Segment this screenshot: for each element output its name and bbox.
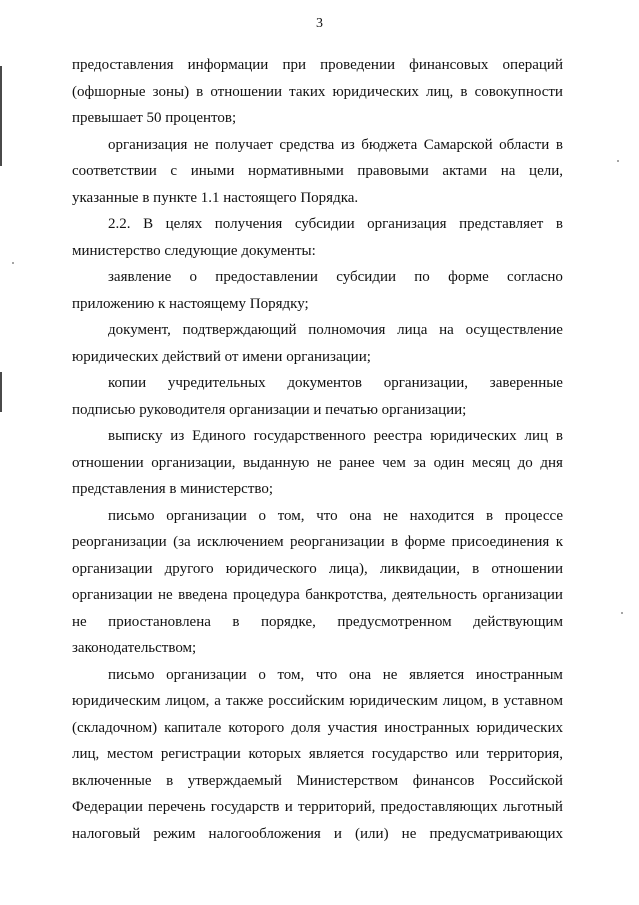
word: уставном	[503, 693, 563, 709]
word: предусматривающих	[429, 825, 563, 842]
text-line: превышает 50 процентов;	[72, 110, 237, 126]
word: ранее	[339, 454, 375, 471]
word: лицом,	[442, 693, 487, 709]
word: один	[433, 454, 465, 471]
word: 2.2.	[108, 216, 131, 232]
word: другого	[164, 560, 214, 577]
word: представляет	[459, 216, 544, 232]
word: государственного	[253, 428, 366, 444]
word: в	[555, 136, 563, 153]
word: к	[555, 534, 563, 550]
word: организации	[72, 560, 153, 577]
text-line: юридических действий от имени организации;	[72, 348, 371, 365]
text-line	[72, 264, 563, 291]
word: из	[340, 136, 355, 153]
word: лица	[397, 322, 428, 338]
word: таких	[289, 83, 326, 100]
word: организации	[482, 587, 563, 603]
word: осуществление	[465, 322, 563, 338]
text-line	[72, 211, 563, 238]
word: и	[284, 799, 293, 815]
word: получения	[214, 216, 283, 232]
word: в	[472, 560, 480, 577]
word: налогообложения	[208, 825, 321, 842]
word: том,	[277, 666, 305, 683]
text-line	[72, 132, 563, 159]
word: которых	[248, 746, 302, 762]
word: капитале	[164, 719, 222, 736]
word: лиц,	[72, 746, 100, 762]
word: документ,	[108, 322, 171, 338]
word: лица),	[328, 560, 368, 577]
word: включенные	[72, 772, 152, 789]
word: в	[391, 534, 399, 550]
word: доля	[291, 719, 321, 736]
word: месяц	[471, 454, 511, 471]
word: соответствии	[72, 163, 157, 179]
word: предоставления	[72, 57, 174, 73]
text-line	[72, 52, 563, 79]
text-line	[72, 450, 563, 477]
word: введена	[178, 587, 228, 603]
word: иностранным	[475, 666, 563, 683]
word: правовыми	[357, 163, 429, 179]
word: Самарской	[423, 136, 493, 153]
word: исключением	[197, 534, 284, 550]
word: юридических	[430, 428, 517, 444]
word: лиц	[524, 428, 549, 444]
word: юридического	[225, 560, 317, 577]
word: не	[382, 666, 398, 683]
word: целях	[165, 216, 203, 232]
word: реорганизации	[289, 534, 385, 550]
word: полномочия	[308, 322, 386, 338]
word: финансовых	[409, 57, 489, 73]
text-line	[72, 715, 563, 742]
word: юридическим	[72, 693, 161, 709]
word: государств	[210, 799, 280, 815]
word: заверенные	[489, 375, 563, 391]
word: режим	[153, 825, 196, 842]
word: организации	[166, 666, 247, 683]
word: действующим	[473, 613, 563, 630]
word: средства	[279, 136, 335, 153]
word: о	[189, 269, 198, 285]
word: а	[214, 693, 221, 709]
word: не	[157, 587, 173, 603]
word: приостановлена	[108, 613, 211, 630]
word: в	[460, 83, 468, 100]
word: в	[555, 216, 563, 232]
word: до	[517, 454, 533, 471]
word: учредительных	[167, 375, 266, 391]
text-line: представления в министерство;	[72, 481, 274, 497]
word: информации	[187, 57, 269, 73]
text-line	[72, 423, 563, 450]
word: она	[348, 666, 372, 683]
text-line	[72, 794, 563, 821]
word: том,	[277, 507, 305, 524]
word: субсидии	[294, 216, 355, 232]
word: субсидии	[336, 269, 396, 285]
text-line: министерство следующие документы:	[72, 242, 316, 259]
scan-speck	[617, 160, 619, 162]
word: не	[316, 454, 332, 471]
word: территорий,	[297, 799, 376, 815]
word: о	[258, 507, 266, 524]
word: порядке,	[260, 613, 316, 630]
word: организация	[108, 136, 188, 153]
word: реорганизации	[72, 534, 167, 550]
word: В	[143, 216, 154, 232]
word: утверждаемый	[187, 772, 282, 789]
text-line	[72, 503, 563, 530]
word: территория,	[486, 746, 563, 762]
word: получает	[215, 136, 273, 153]
text-line: подписью руководителя организации и печатью организации;	[72, 401, 467, 418]
word: письмо	[108, 666, 155, 683]
word: чем	[382, 454, 406, 471]
word: деятельность	[392, 587, 477, 603]
text-line	[72, 317, 563, 344]
word: процедура	[233, 587, 300, 603]
word: (складочном)	[72, 719, 158, 736]
text-line	[72, 582, 563, 609]
word: совокупности	[474, 83, 563, 100]
word: не	[193, 136, 209, 153]
word: государство	[371, 746, 448, 762]
text-line	[72, 556, 563, 583]
word: ликвидации,	[379, 560, 460, 577]
word: на	[500, 163, 516, 179]
word: бюджета	[361, 136, 418, 153]
word: юридическим	[349, 693, 438, 709]
word: в	[485, 507, 494, 524]
text-line	[72, 688, 563, 715]
word: что	[316, 507, 338, 524]
word: предусмотренном	[337, 613, 452, 630]
word: в	[196, 83, 204, 100]
word: она	[349, 507, 372, 524]
word: Федерации	[72, 799, 143, 815]
word: банкротства,	[305, 587, 387, 603]
word: что	[315, 666, 338, 683]
word: форме	[448, 269, 489, 285]
word: находится	[409, 507, 475, 524]
scan-edge-mark	[0, 372, 2, 412]
word: зоны)	[152, 83, 190, 100]
word: финансов	[412, 772, 475, 789]
word: льготный	[502, 799, 563, 815]
text-line: указанные в пункте 1.1 настоящего Порядка.	[72, 189, 359, 206]
word: дня	[540, 454, 563, 471]
word: регистрации	[160, 746, 241, 762]
word: в	[491, 693, 499, 709]
word: при	[282, 57, 307, 73]
word: операций	[502, 57, 563, 73]
word: также	[225, 693, 264, 709]
word: местом	[106, 746, 154, 762]
word: участия	[327, 719, 378, 736]
text-line	[72, 158, 563, 185]
text-line	[72, 79, 563, 106]
word: проведении	[320, 57, 396, 73]
word: нормативными	[248, 163, 344, 179]
word: отношении	[210, 83, 283, 100]
page-number: 3	[316, 16, 323, 31]
text-line: законодательством;	[72, 640, 197, 656]
word: в	[166, 772, 174, 789]
word: налоговый	[72, 825, 141, 842]
word: заявление	[108, 269, 172, 285]
word: актами	[442, 163, 488, 179]
word: предоставлении	[215, 269, 318, 285]
word: юридических	[476, 719, 563, 736]
word: перечень	[148, 799, 206, 815]
word: юридических	[332, 83, 419, 100]
word: Российской	[489, 772, 563, 789]
text-line: приложению к настоящему Порядку;	[72, 295, 309, 312]
scan-speck	[621, 612, 623, 614]
word: из	[170, 428, 185, 444]
word: иностранных	[384, 719, 470, 736]
word: с	[170, 163, 178, 179]
text-line	[72, 741, 563, 768]
word: в	[555, 428, 563, 444]
word: российским	[268, 693, 345, 709]
word: предоставляющих	[380, 799, 498, 815]
word: лицом,	[165, 693, 210, 709]
text-line	[72, 609, 563, 636]
scan-speck	[12, 262, 14, 264]
word: процессе	[504, 507, 563, 524]
word: или	[455, 746, 480, 762]
word: не	[383, 507, 398, 524]
text-line	[72, 662, 563, 689]
word: на	[439, 322, 454, 338]
text-line	[72, 768, 563, 795]
word: которого	[228, 719, 285, 736]
word: и	[333, 825, 342, 842]
word: реестра	[373, 428, 423, 444]
word: организации	[166, 507, 247, 524]
word: лиц,	[426, 83, 454, 100]
text-line	[72, 370, 563, 397]
word: присоединения	[451, 534, 550, 550]
word: отношении	[491, 560, 563, 577]
word: области	[499, 136, 550, 153]
word: в	[232, 613, 240, 630]
word: отношении	[72, 454, 144, 471]
word: организации,	[151, 454, 236, 471]
word: является	[409, 666, 465, 683]
word: согласно	[507, 269, 563, 285]
word: выписку	[108, 428, 163, 444]
word: (или)	[355, 825, 389, 842]
word: организации,	[383, 375, 469, 391]
body-text	[72, 52, 563, 847]
word: Единого	[192, 428, 246, 444]
word: не	[401, 825, 417, 842]
word: не	[72, 613, 87, 630]
word: подтверждающий	[182, 322, 297, 338]
word: документов	[287, 375, 363, 391]
text-line	[72, 529, 563, 556]
word: за	[413, 454, 427, 471]
text-line	[72, 821, 563, 848]
word: является	[308, 746, 365, 762]
word: цели,	[529, 163, 563, 179]
word: форме	[404, 534, 446, 550]
word: иными	[190, 163, 235, 179]
word: (офшорные	[72, 83, 146, 100]
word: письмо	[108, 507, 155, 524]
word: организации	[72, 587, 153, 603]
word: Министерством	[296, 772, 399, 789]
word: о	[258, 666, 266, 683]
word: копии	[108, 375, 147, 391]
word: организация	[367, 216, 447, 232]
word: (за	[173, 534, 191, 550]
word: выданную	[243, 454, 310, 471]
word: по	[414, 269, 430, 285]
scan-edge-mark	[0, 66, 2, 166]
